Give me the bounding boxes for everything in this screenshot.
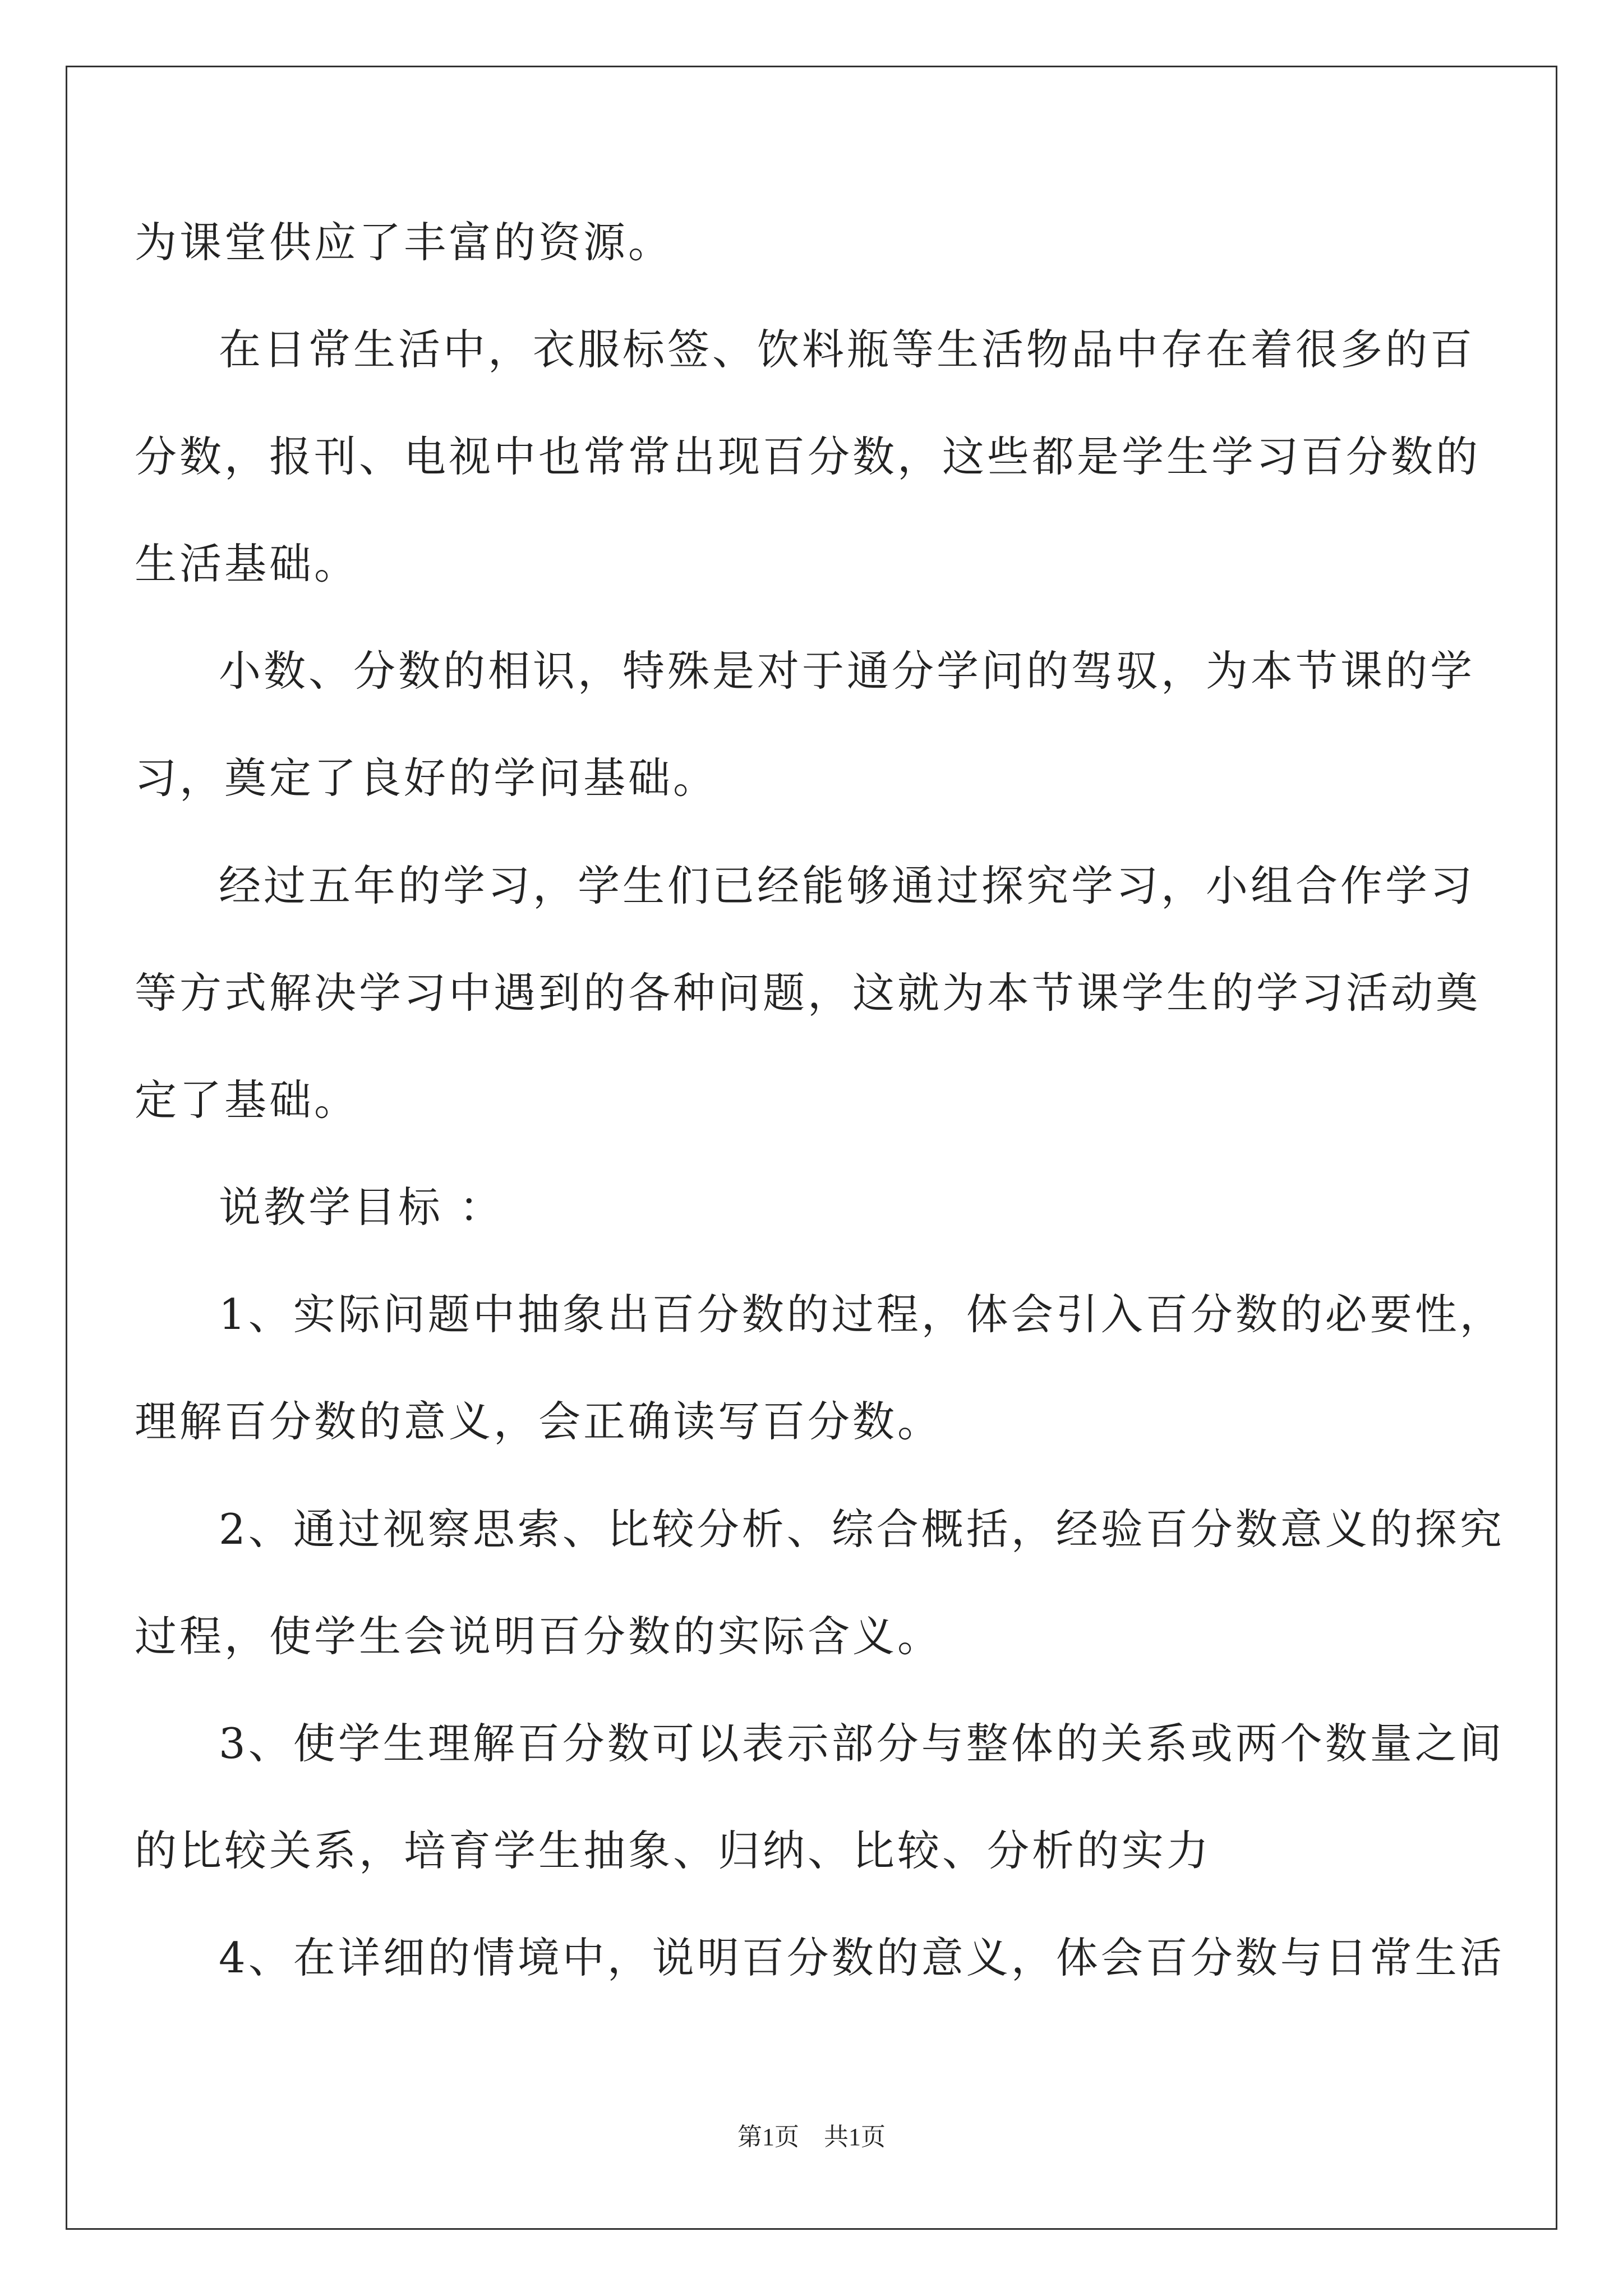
paragraph-first-line: 1、实际问题中抽象出百分数的过程，体会引入百分数的必要性，	[219, 1290, 1505, 1339]
text-line: 分数，报刊、电视中也常常出现百分数，这些都是学生学习百分数的	[135, 432, 1481, 481]
paragraph-first-line: 4、在详细的情境中，说明百分数的意义，体会百分数与日常生活	[219, 1933, 1505, 1982]
text-line: 习，奠定了良好的学问基础。	[135, 753, 718, 803]
text-line: 的比较关系，培育学生抽象、归纳、比较、分析的实力	[135, 1826, 1212, 1875]
page-border	[66, 66, 1557, 2230]
text-line: 等方式解决学习中遇到的各种问题，这就为本节课学生的学习活动奠	[135, 968, 1481, 1018]
text-line: 为课堂供应了丰富的资源。	[135, 218, 674, 267]
text-line: 生活基础。	[135, 539, 359, 588]
text-line: 定了基础。	[135, 1075, 359, 1125]
text-line: 过程，使学生会说明百分数的实际含义。	[135, 1612, 943, 1661]
text-line: 理解百分数的意义，会正确读写百分数。	[135, 1397, 943, 1446]
paragraph-first-line: 2、通过视察思索、比较分析、综合概括，经验百分数意义的探究	[219, 1504, 1505, 1554]
paragraph-first-line: 3、使学生理解百分数可以表示部分与整体的关系或两个数量之间	[219, 1719, 1505, 1768]
paragraph-first-line: 经过五年的学习，学生们已经能够通过探究学习，小组合作学习	[219, 861, 1476, 910]
paragraph-first-line: 小数、分数的相识，特殊是对于通分学问的驾驭，为本节课的学	[219, 646, 1476, 696]
section-heading: 说教学目标 ：	[219, 1182, 504, 1232]
paragraph-first-line: 在日常生活中，衣服标签、饮料瓶等生活物品中存在着很多的百	[219, 325, 1476, 374]
page-number-footer: 第1页 共1页	[737, 2123, 886, 2151]
